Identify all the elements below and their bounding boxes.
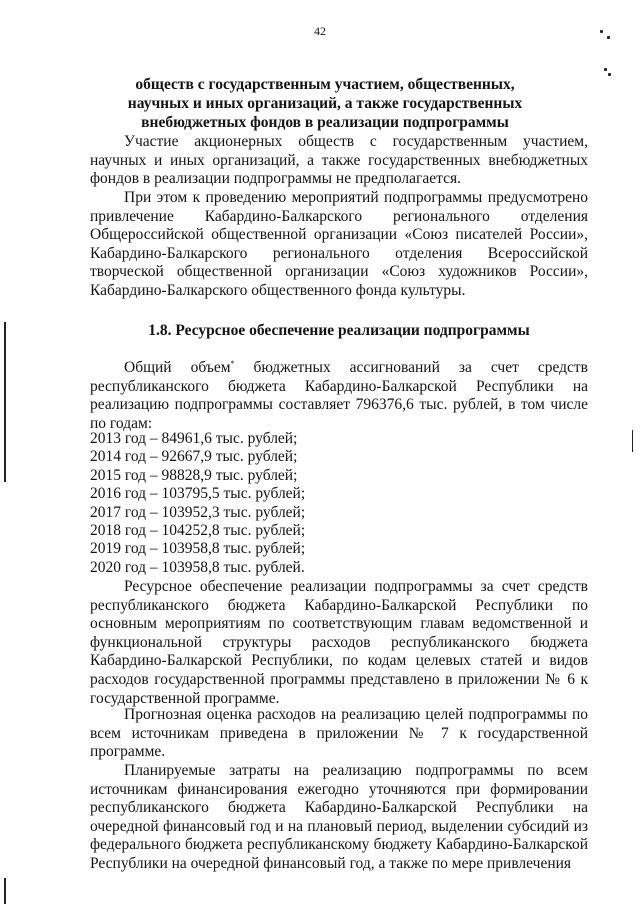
yearly-funding-item: 2014 год – 92667,9 тыс. рублей; (90, 448, 298, 466)
scan-speck (608, 73, 611, 76)
section-title-line: обществ с государственным участием, общественных, (135, 76, 515, 93)
paragraph-total-funding (90, 355, 588, 434)
section-title (90, 75, 560, 132)
yearly-funding-item: 2013 год – 84961,6 тыс. рублей; (90, 430, 298, 447)
scan-edge-mark (632, 430, 633, 452)
paragraph-participation: Участие акционерных обществ с государственным участием, научных и иных организаций, а также государственных внебюджетных фондов в реализации подпрограммы не предполагается. (90, 133, 588, 188)
scan-edge-mark (4, 878, 6, 904)
yearly-funding-item: 2019 год – 103958,8 тыс. рублей; (90, 540, 306, 558)
footnote-mark: * (230, 359, 235, 368)
scan-speck (604, 68, 607, 71)
paragraph-forecast: Прогнозная оценка расходов на реализацию целей подпрограммы по всем источникам приведена в приложении № 7 к государственной программе. (90, 706, 588, 761)
paragraph-involvement: При этом к проведению мероприятий подпрограммы предусмотрено привлечение Кабардино-Балкарского регионального отделения Общероссийской общественной организации «Союз писателей России», Кабардино-Балкарского регионального отделения Всероссийской творческой общественной организации «Союз художников России», Кабардино-Балкарского общественного фонда культуры. (90, 189, 588, 299)
scan-edge-mark (4, 322, 6, 482)
total-intro-start: Общий объем (124, 359, 231, 377)
yearly-funding-item: 2017 год – 103952,3 тыс. рублей; (90, 503, 306, 521)
total-intro-rest: бюджетных ассигнований за счет средств республиканского бюджета Кабардино-Балкарской Республики на реализацию подпрограммы составляет 796376,6 тыс. рублей, в том числе по годам: (90, 359, 588, 432)
resource-heading: 1.8. Ресурсное обеспечение реализации подпрограммы (148, 322, 530, 339)
paragraph-planned: Планируемые затраты на реализацию подпрограммы по всем источникам финансирования ежегодно уточняются при формировании республиканского бюджета Кабардино-Балкарской Республики на очередной финансовый год и на плановый период, выделении субсидий из федерального бюджета республиканскому бюджету Кабардино-Балкарской Республики на очередной финансовый год, а также по мере привлечения (90, 762, 588, 872)
yearly-funding-item: 2020 год – 103958,8 тыс. рублей. (90, 558, 305, 576)
scan-speck (600, 30, 603, 33)
section-title-line: внебюджетных фондов в реализации подпрограммы (141, 114, 509, 131)
paragraph-resource: Ресурсное обеспечение реализации подпрограммы за счет средств республиканского бюджета Кабардино-Балкарской Республики по основным мероприятиям по соответствующим главам ведомственной и функциональной структуры расходов республиканского бюджета Кабардино-Балкарской Республики, по кодам целевых статей и видов расходов государственной программы представлено в приложении № 6 к государственной программе. (90, 578, 588, 707)
yearly-funding-item: 2018 год – 104252,8 тыс. рублей; (90, 522, 306, 540)
yearly-funding-item: 2015 год – 98828,9 тыс. рублей; (90, 466, 298, 484)
scan-speck (607, 36, 610, 39)
page-number: 42 (314, 24, 326, 38)
yearly-funding-item: 2016 год – 103795,5 тыс. рублей; (90, 485, 306, 503)
section-title-line: научных и иных организаций, а также государственных (127, 95, 523, 112)
yearly-funding-list (90, 430, 390, 577)
